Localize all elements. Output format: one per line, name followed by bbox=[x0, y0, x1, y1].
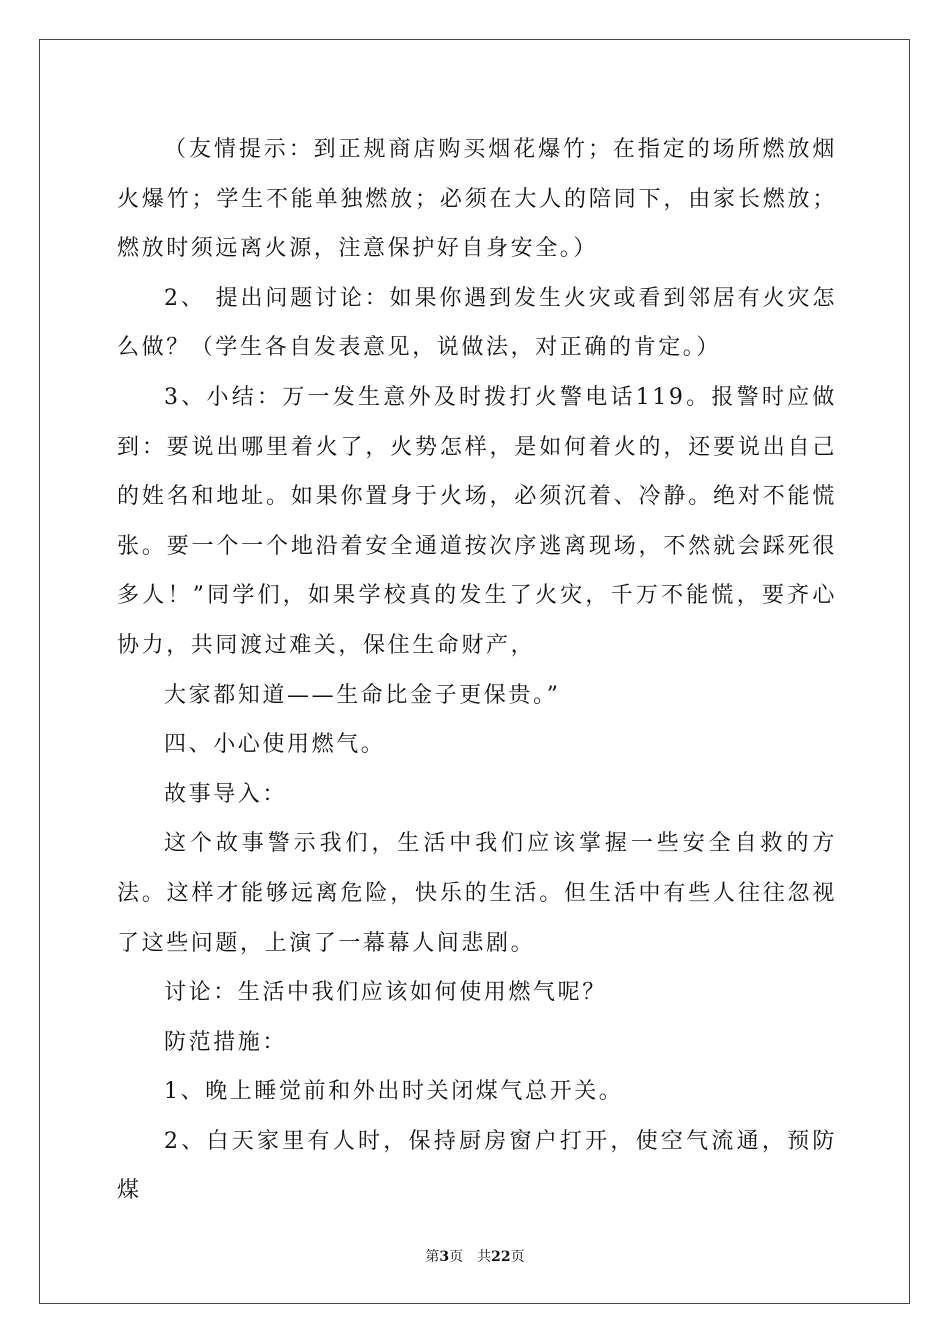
paragraph-summary: 3、小结：万一发生意外及时拨打火警电话119。报警时应做到：要说出哪里着火了，火势怎样，是如何着火的，还要说出自己的姓名和地址。如果你置身于火场，必须沉着、冷静。绝对不能慌张。要一个一个地沿着安全通道按次序逃离现场，不然就会踩死很多人！”同学们，如果学校真的发生了火灾，千万不能慌，要齐心协力，共同渡过难关，保住生命财产， bbox=[117, 384, 837, 658]
paragraph-story-intro: 故事导入： bbox=[164, 781, 288, 807]
section-heading-gas: 四、小心使用燃气。 bbox=[164, 732, 386, 758]
footer-mid: 页 共 bbox=[449, 1249, 492, 1265]
footer-total-pages: 22 bbox=[491, 1249, 511, 1265]
page-footer bbox=[0, 1246, 950, 1266]
footer-suffix: 页 bbox=[510, 1249, 525, 1265]
list-item-measure-2: 2、白天家里有人时，保持厨房窗户打开，使空气流通，预防煤 bbox=[117, 1128, 837, 1204]
paragraph-safety-tip: （友情提示：到正规商店购买烟花爆竹；在指定的场所燃放烟火爆竹；学生不能单独燃放；必须在大人的陪同下，由家长燃放；燃放时须远离火源，注意保护好自身安全。） bbox=[117, 137, 837, 262]
paragraph-story-lesson: 这个故事警示我们，生活中我们应该掌握一些安全自救的方法。这样才能够远离危险，快乐的生活。但生活中有些人往往忽视了这些问题，上演了一幕幕人间悲剧。 bbox=[117, 831, 837, 956]
document-body bbox=[117, 125, 837, 1216]
list-item-measure-1: 1、晚上睡觉前和外出时关闭煤气总开关。 bbox=[164, 1079, 624, 1105]
footer-prefix: 第 bbox=[425, 1249, 440, 1265]
footer-page-number: 3 bbox=[439, 1249, 450, 1265]
paragraph-gas-discussion: 讨论：生活中我们应该如何使用燃气呢？ bbox=[164, 980, 607, 1006]
paragraph-life-precious: 大家都知道——生命比金子更保贵。” bbox=[164, 682, 561, 708]
paragraph-discussion-question: 2、 提出问题讨论：如果你遇到发生火灾或看到邻居有火灾怎么做？（学生各自发表意见，说做法，对正确的肯定。） bbox=[117, 285, 837, 361]
paragraph-measures-heading: 防范措施： bbox=[164, 1029, 288, 1055]
